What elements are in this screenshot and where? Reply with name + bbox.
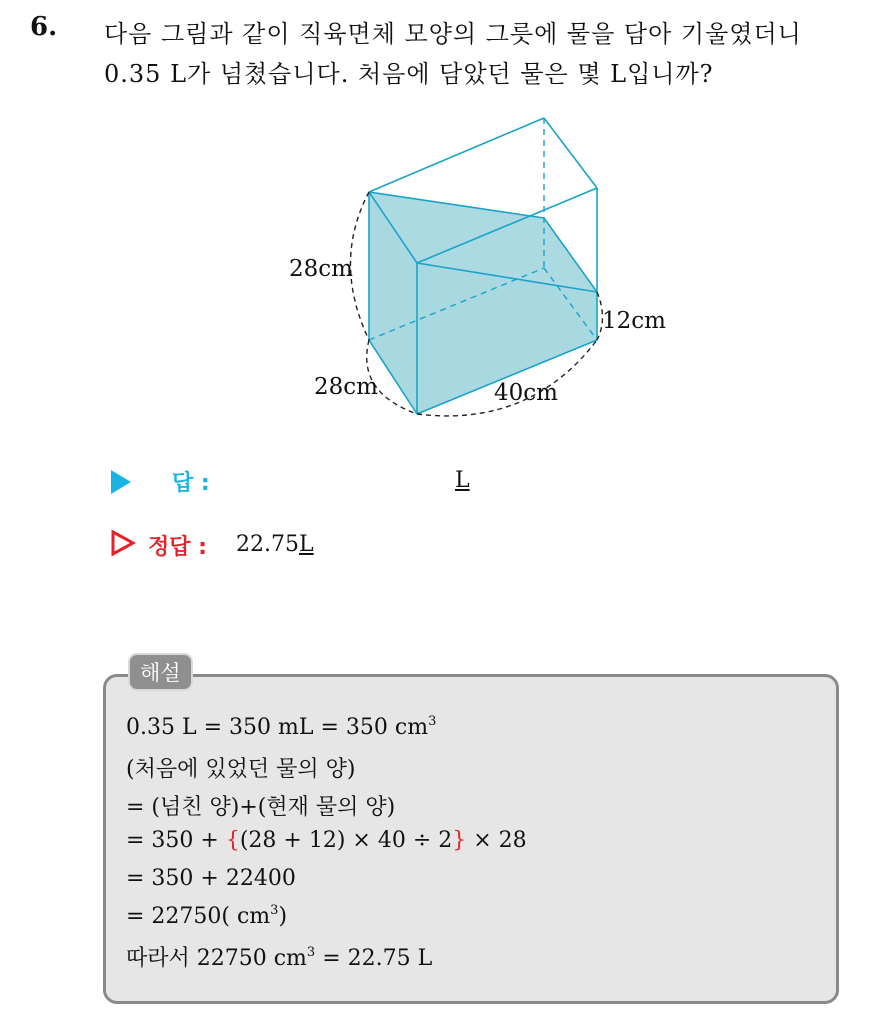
cuboid-figure: [0, 0, 884, 440]
explanation-line: = (넘친 양)+(현재 물의 양): [126, 795, 396, 820]
superscript: 3: [270, 903, 279, 918]
explanation-text: = 350 +: [126, 828, 226, 853]
explanation-line: [126, 903, 287, 929]
red-brace-close: }: [452, 828, 467, 853]
explanation-text: = 22750( cm: [126, 904, 271, 929]
explanation-line: = 350 + 22400: [126, 866, 296, 891]
explanation-text: × 28: [466, 828, 527, 853]
explanation-tag: 해설: [128, 653, 193, 691]
explanation-line: [126, 828, 527, 853]
explanation-text: (28 + 12) × 40 ÷ 2: [239, 828, 453, 853]
question-text-line2: 0.35 L가 넘쳤습니다. 처음에 담았던 물은 몇 L입니까?: [104, 60, 714, 88]
question-number: 6.: [30, 12, 58, 42]
solution-label: 정답 :: [148, 535, 207, 560]
solution-number: 22.75: [236, 532, 299, 557]
superscript: 3: [306, 945, 316, 960]
explanation-text: ): [278, 904, 288, 929]
question-text-line1: 다음 그림과 같이 직육면체 모양의 그릇에 물을 담아 기울였더니: [104, 20, 802, 48]
answer-unit: L: [455, 468, 470, 493]
solution-value: [236, 532, 314, 557]
label-width: 40cm: [494, 380, 558, 406]
outline-triangle-icon: [110, 529, 136, 557]
answer-label: 답 :: [172, 471, 210, 496]
label-depth: 28cm: [314, 374, 378, 400]
explanation-text: 따라서 22750 cm: [126, 946, 307, 971]
solution-unit: L: [298, 532, 314, 557]
play-triangle-icon: [111, 470, 131, 494]
explanation-text: = 22.75 L: [315, 946, 433, 971]
explanation-line: [126, 714, 436, 740]
label-water-height: 12cm: [602, 308, 666, 334]
explanation-text: 0.35 L = 350 mL = 350 cm: [126, 715, 429, 740]
explanation-line: [126, 941, 432, 972]
explanation-line: (처음에 있었던 물의 양): [126, 757, 356, 782]
label-height: 28cm: [289, 256, 353, 282]
red-brace-open: {: [225, 828, 240, 853]
superscript: 3: [428, 714, 437, 729]
